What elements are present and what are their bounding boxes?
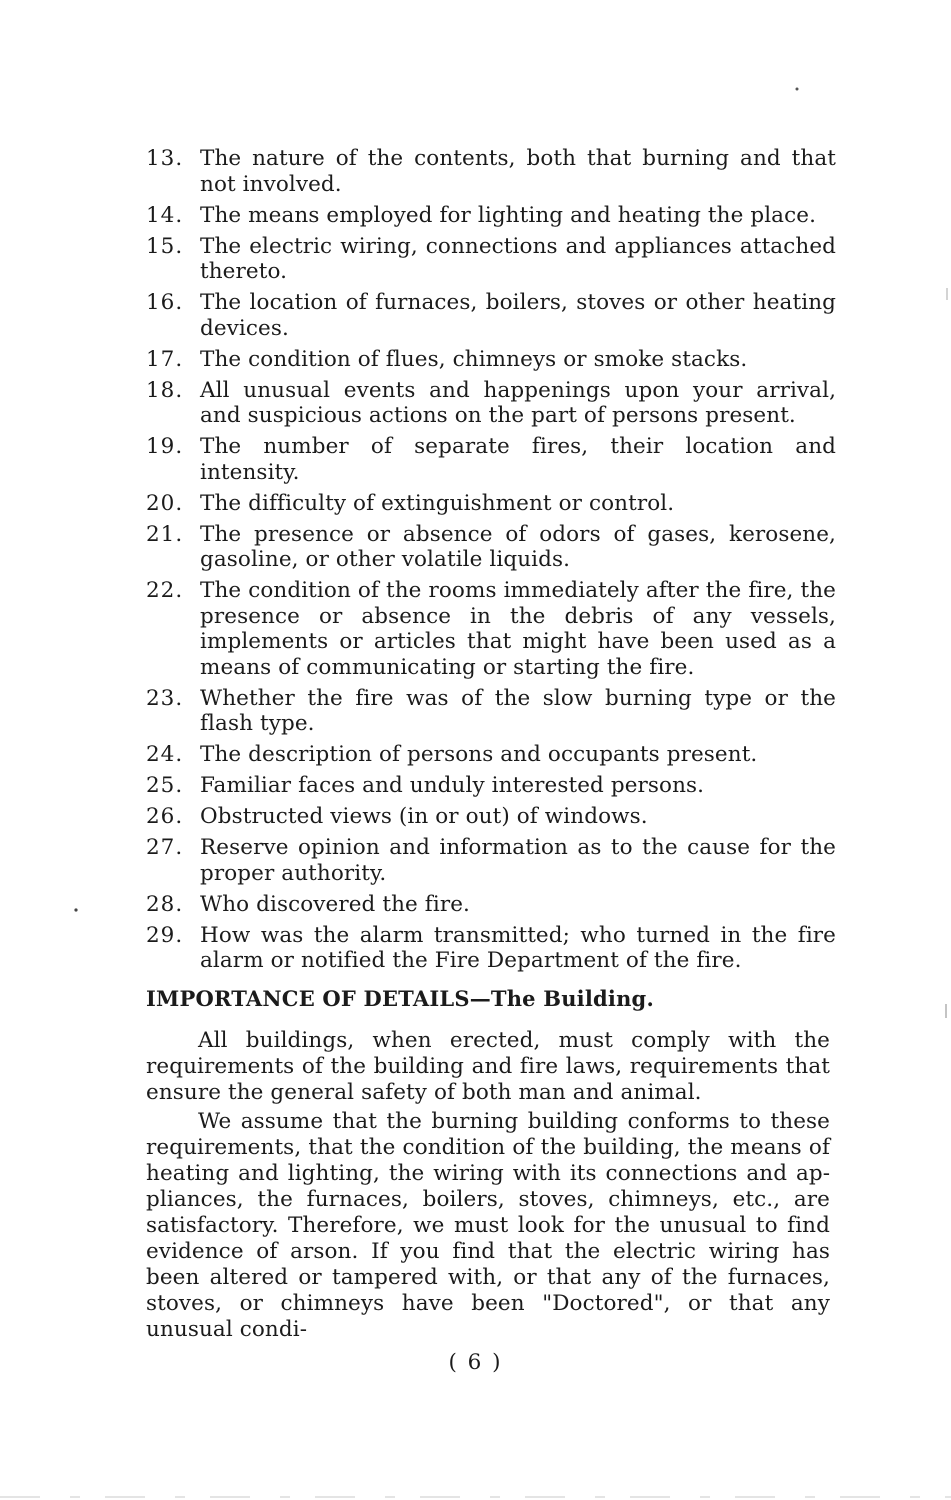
item-number: 29.	[146, 922, 184, 948]
item-number: 20.	[146, 490, 184, 516]
item-text: The condition of the rooms immediately after the fire, the presence or absence in the debris of any vessels, implements or articles that might have been used as a means of communicating or starting the fire.	[200, 578, 836, 680]
item-text: The presence or absence of odors of gases, kerosene, gasoline, or other volatile liquids.	[200, 521, 836, 572]
item-number: 15.	[146, 233, 184, 259]
item-text: The difficulty of extinguishment or control.	[200, 490, 675, 516]
item-number: 23.	[146, 685, 184, 711]
item-text: The electric wiring, connections and appliances attached thereto.	[200, 233, 836, 284]
item-text: All unusual events and happenings upon your arrival, and suspicious actions on the part of persons present.	[200, 377, 836, 428]
item-number: 14.	[146, 202, 184, 228]
item-number: 24.	[146, 742, 184, 767]
item-number: 21.	[146, 521, 184, 547]
item-number: 28.	[146, 891, 184, 917]
item-number: 13.	[146, 146, 184, 171]
item-text: The condition of flues, chimneys or smoke stacks.	[200, 346, 748, 372]
item-text: Reserve opinion and information as to the cause for the proper authority.	[200, 835, 836, 886]
item-text: How was the alarm transmitted; who turned in the fire alarm or notified the Fire Department of the fire.	[200, 922, 836, 973]
item-number: 22.	[146, 578, 184, 603]
paragraph: All buildings, when erected, must comply with the requirements of the building and fire laws, requirements that ensure the general safety of both man and animal.	[146, 1028, 830, 1105]
item-text: Familiar faces and unduly interested persons.	[200, 773, 705, 798]
item-text: The location of furnaces, boilers, stoves or other heating devices.	[200, 290, 836, 341]
paragraph: We assume that the burning building conforms to these requirements, that the condition of the building, the means of heating and lighting, the wiring with its connections and appliances, the furnaces, boilers, stoves, chimneys, etc., are satisfactory. Therefore, we must look for the unusual to find evidence of arson. If you find that the electric wiring has been altered or tampered with, or that any of the furnaces, stoves, or chimneys have been "Doctored", or that any unusual condi-	[146, 1109, 830, 1342]
item-text: The description of persons and occupants present.	[200, 742, 758, 767]
item-number: 25.	[146, 773, 184, 798]
item-number: 19.	[146, 434, 184, 459]
item-text: The means employed for lighting and heating the place.	[200, 202, 816, 228]
item-number: 26.	[146, 804, 184, 829]
item-number: 27.	[146, 835, 184, 860]
item-text: Obstructed views (in or out) of windows.	[200, 804, 648, 829]
item-number: 16.	[146, 290, 184, 315]
item-number: 17.	[146, 346, 184, 372]
item-text: The nature of the contents, both that burning and that not involved.	[200, 146, 836, 197]
item-number: 18.	[146, 377, 184, 403]
page-number: ( 6 )	[448, 1350, 503, 1375]
section-heading: IMPORTANCE OF DETAILS—The Building.	[146, 986, 654, 1011]
item-text: Whether the fire was of the slow burning type or the flash type.	[200, 685, 836, 736]
item-text: The number of separate fires, their location and intensity.	[200, 434, 836, 485]
item-text: Who discovered the fire.	[200, 891, 470, 917]
